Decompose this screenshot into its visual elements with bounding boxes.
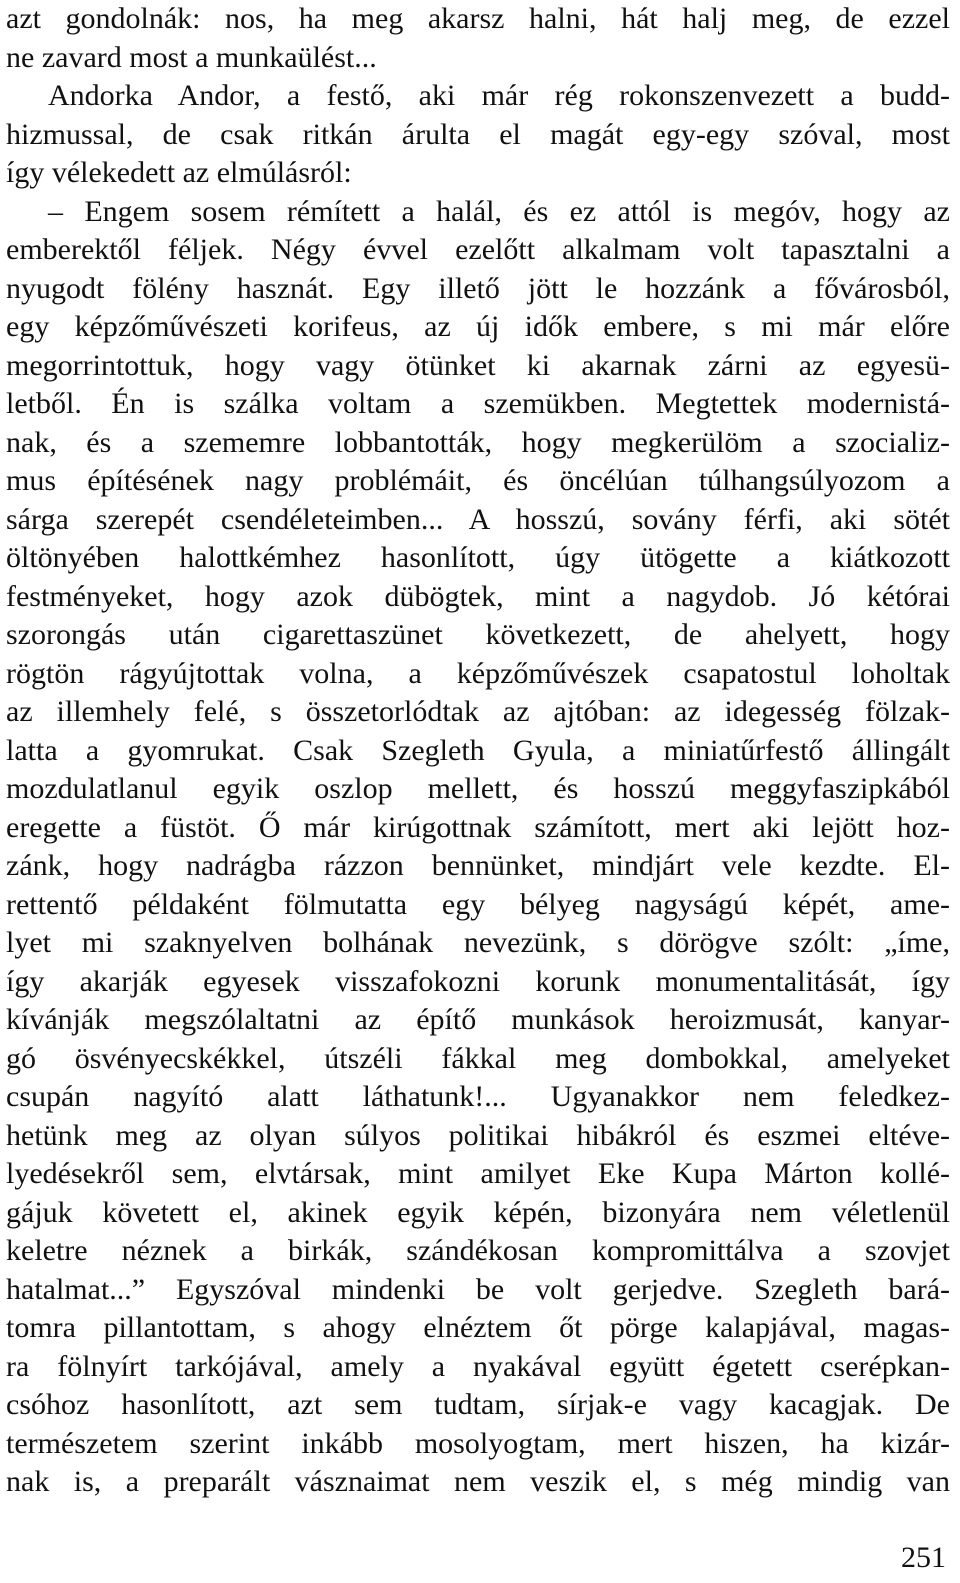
text-line: tomra pillantottam, s ahogy elnéztem őt pörge kalapjával, magas- xyxy=(6,1311,950,1344)
text-line: természetem szerint inkább mosolyogtam, mert hiszen, ha kizár- xyxy=(6,1426,950,1460)
page-body xyxy=(6,0,950,1502)
text-line: azt gondolnák: nos, ha meg akarsz halni, hát halj meg, de ezzel xyxy=(6,2,950,35)
text-line: ra fölnyírt tarkójával, amely a nyakával együtt égetett cserépkan- xyxy=(6,1349,950,1383)
text-line: emberektől féljek. Négy évvel ezelőtt alkalmam volt tapasztalni a xyxy=(6,233,950,266)
text-line: megorrintottuk, hogy vagy ötünket ki akarnak zárni az egyesü- xyxy=(6,348,950,382)
text-line: gájuk követett el, akinek egyik képén, bizonyára nem véletlenül xyxy=(6,1195,950,1229)
text-line: nak, és a szememre lobbantották, hogy megkerülöm a szocializ- xyxy=(6,425,950,459)
text-line: – Engem sosem rémített a halál, és ez attól is megóv, hogy az xyxy=(48,194,950,228)
text-line: hizmussal, de csak ritkán árulta el magát egy-egy szóval, most xyxy=(6,117,950,151)
text-line: hetünk meg az olyan súlyos politikai hibákról és eszmei eltéve- xyxy=(6,1118,950,1152)
text-line: lyet mi szaknyelven bolhának nevezünk, s dörögve szólt: „íme, xyxy=(6,926,950,959)
text-line: festményeket, hogy azok dübögtek, mint a nagydob. Jó kétórai xyxy=(6,579,950,613)
text-line: rögtön rágyújtottak volna, a képzőművészek csapatostul loholtak xyxy=(6,656,950,690)
text-line: mus építésének nagy problémáit, és öncélúan túlhangsúlyozom a xyxy=(6,464,950,497)
text-line: így akarják egyesek visszafokozni korunk monumentalitását, így xyxy=(6,964,950,998)
text-line: zánk, hogy nadrágba rázzon bennünket, mindjárt vele kezdte. El- xyxy=(6,849,950,882)
text-line: csóhoz hasonlított, azt sem tudtam, sírjak-e vagy kacagjak. De xyxy=(6,1388,950,1421)
text-line: rettentő példaként fölmutatta egy bélyeg nagyságú képét, ame- xyxy=(6,887,950,921)
text-line: nak is, a preparált vásznaimat nem veszik el, s még mindig van xyxy=(6,1465,950,1498)
text-line: letből. Én is szálka voltam a szemükben. Megtettek modernistá- xyxy=(6,387,950,420)
text-line: lyedésekről sem, elvtársak, mint amilyet Eke Kupa Márton kollé- xyxy=(6,1157,950,1190)
text-line: ne zavard most a munkaülést... xyxy=(6,40,377,74)
text-line: mozdulatlanul egyik oszlop mellett, és hosszú meggyfaszipkából xyxy=(6,772,950,805)
text-line: az illemhely felé, s összetorlódtak az ajtóban: az idegesség fölzak- xyxy=(6,695,950,728)
text-line: sárga szerepét csendéleteimben... A hosszú, sovány férfi, aki sötét xyxy=(6,502,950,536)
text-line: hatalmat...” Egyszóval mindenki be volt gerjedve. Szegleth bará- xyxy=(6,1272,950,1306)
text-line: kívánják megszólaltatni az építő munkások heroizmusát, kanyar- xyxy=(6,1003,950,1036)
text-line: egy képzőművészeti korifeus, az új idők embere, s mi már előre xyxy=(6,310,950,343)
text-line: csupán nagyító alatt láthatunk!... Ugyanakkor nem feledkez- xyxy=(6,1080,950,1113)
text-line: gó ösvényecskékkel, útszéli fákkal meg dombokkal, amelyeket xyxy=(6,1041,950,1075)
text-line: Andorka Andor, a festő, aki már rég rokonszenvezett a budd- xyxy=(48,79,950,112)
text-line: keletre néznek a birkák, szándékosan kompromittálva a szovjet xyxy=(6,1234,950,1267)
text-line: nyugodt fölény hasznát. Egy illető jött le hozzánk a fővárosból, xyxy=(6,271,950,305)
text-line: eregette a füstöt. Ő már kirúgottnak számított, mert aki lejött hoz- xyxy=(6,810,950,844)
text-line: öltönyében halottkémhez hasonlított, úgy ütögette a kiátkozott xyxy=(6,541,950,574)
text-line: latta a gyomrukat. Csak Szegleth Gyula, a miniatűrfestő állingált xyxy=(6,733,950,767)
text-line: szorongás után cigarettaszünet következett, de ahelyett, hogy xyxy=(6,618,950,651)
text-line: így vélekedett az elmúlásról: xyxy=(6,156,352,189)
page-number: 251 xyxy=(901,1541,946,1574)
